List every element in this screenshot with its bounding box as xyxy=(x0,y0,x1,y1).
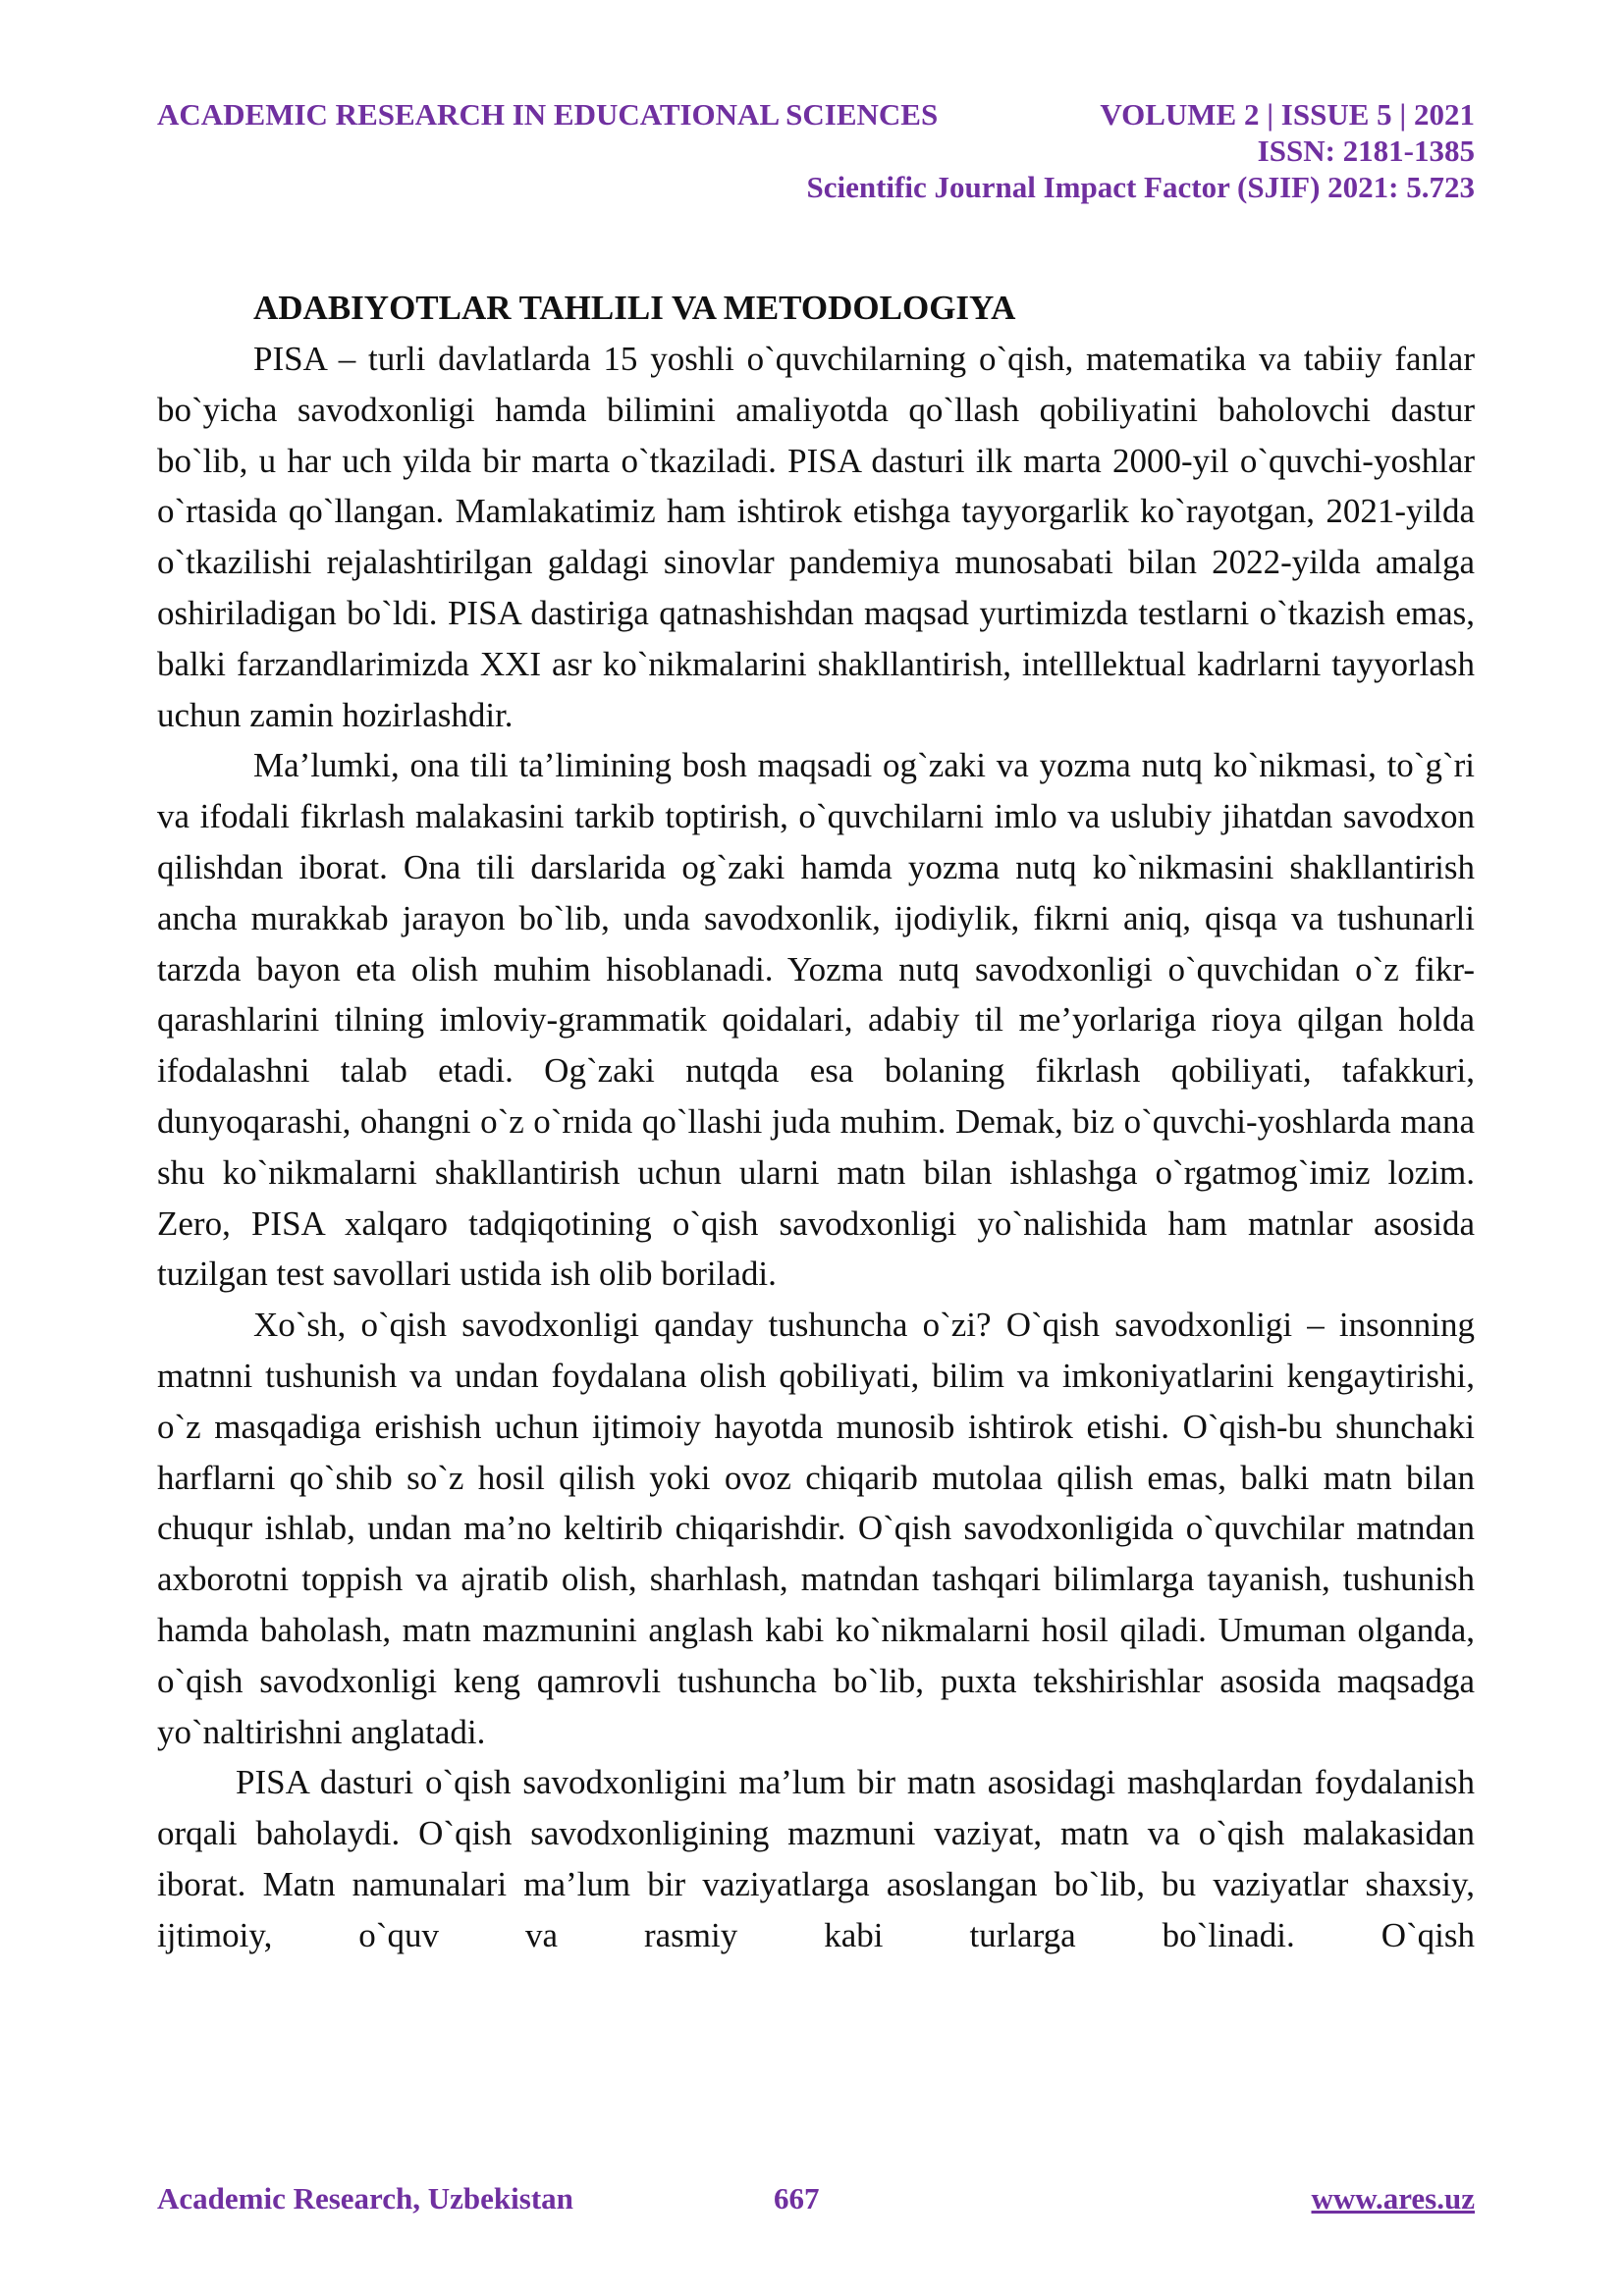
paragraph-1: PISA – turli davlatlarda 15 yoshli o`quvchilarning o`qish, matematika va tabiiy fanlar bo`yicha savodxonligi hamda bilimini amaliyotda qo`llash qobiliyatini baholovchi dastur bo`lib, u har uch yilda bir marta o`tkaziladi. PISA dasturi ilk marta 2000-yil o`quvchi-yoshlar o`rtasida qo`llangan. Mamlakatimiz ham ishtirok etishga tayyorgarlik ko`rayotgan, 2021-yilda o`tkazilishi rejalashtirilgan galdagi sinovlar pandemiya munosabati bilan 2022-yilda amalga oshiriladigan bo`ldi. PISA dastiriga qatnashishdan maqsad yurtimizda testlarni o`tkazish emas, balki farzandlarimizda XXI asr ko`nikmalarini shakllantirish, intelllektual kadrlarni tayyorlash uchun zamin hozirlashdir. xyxy=(157,340,1475,734)
issn: ISSN: 2181-1385 xyxy=(1257,133,1475,168)
journal-title: ACADEMIC RESEARCH IN EDUCATIONAL SCIENCES xyxy=(157,97,939,132)
running-footer xyxy=(157,2181,1475,2216)
paragraph-4: PISA dasturi o`qish savodxonligini ma’lum bir matn asosidagi mashqlardan foydalanish orqali baholaydi. O`qish savodxonligining mazmuni vaziyat, matn va o`qish malakasidan iborat. Matn namunalari ma’lum bir vaziyatlarga asoslangan bo`lib, bu vaziyatlar shaxsiy, ijtimoiy, o`quv va rasmiy kabi turlarga bo`linadi. O`qish xyxy=(157,1763,1475,1954)
volume-issue: VOLUME 2 | ISSUE 5 | 2021 xyxy=(1100,97,1475,132)
section-heading: ADABIYOTLAR TAHLILI VA METODOLOGIYA xyxy=(253,289,1016,327)
article-body xyxy=(157,283,1475,1961)
paragraph-3: Xo`sh, o`qish savodxonligi qanday tushuncha o`zi? O`qish savodxonligi – insonning matnni tushunish va undan foydalana olish qobiliyati, bilim va imkoniyatlarini kengaytirishi, o`z masqadiga erishish uchun ijtimoiy hayotda munosib ishtirok etishi. O`qish-bu shunchaki harflarni qo`shib so`z hosil qilish yoki ovoz chiqarib mutolaa qilish emas, balki matn bilan chuqur ishlab, undan ma’no keltirib chiqarishdir. O`qish savodxonligida o`quvchilar matndan axborotni toppish va ajratib olish, sharhlash, matndan tashqari bilimlarga tayanish, tushunish hamda baholash, matn mazmunini anglash kabi ko`nikmalarni hosil qiladi. Umuman olganda, o`qish savodxonligi keng qamrovli tushuncha bo`lib, puxta tekshirishlar asosida maqsadga yo`naltirishni anglatadi. xyxy=(157,1306,1475,1751)
footer-site-link[interactable]: www.ares.uz xyxy=(1311,2181,1475,2216)
header-top-row xyxy=(157,96,1475,133)
impact-factor: Scientific Journal Impact Factor (SJIF) 2021: 5.723 xyxy=(806,170,1475,204)
footer-publisher: Academic Research, Uzbekistan xyxy=(157,2181,573,2216)
page-number: 667 xyxy=(774,2181,820,2216)
paragraph-2: Ma’lumki, ona tili ta’limining bosh maqsadi og`zaki va yozma nutq ko`nikmasi, to`g`ri va ifodali fikrlash malakasini tarkib toptirish, o`quvchilarni imlo va uslubiy jihatdan savodxon qilishdan iborat. Ona tili darslarida og`zaki hamda yozma nutq ko`nikmasini shakllantirish ancha murakkab jarayon bo`lib, unda savodxonlik, ijodiylik, fikrni aniq, qisqa va tushunarli tarzda bayon eta olish muhim hisoblanadi. Yozma nutq savodxonligi o`quvchidan o`z fikr-qarashlarini tilning imloviy-grammatik qoidalari, adabiy til me’yorlariga rioya qilgan holda ifodalashni talab etadi. Og`zaki nutqda esa bolaning fikrlash qobiliyati, tafakkuri, dunyoqarashi, ohangni o`z o`rnida qo`llashi juda muhim. Demak, biz o`quvchi-yoshlarda mana shu ko`nikmalarni shakllantirish uchun ularni matn bilan ishlashga o`rgatmog`imiz lozim. Zero, PISA xalqaro tadqiqotining o`qish savodxonligi yo`nalishida ham matnlar asosida tuzilgan test savollari ustida ish olib boriladi. xyxy=(157,746,1475,1294)
running-header xyxy=(157,96,1475,205)
